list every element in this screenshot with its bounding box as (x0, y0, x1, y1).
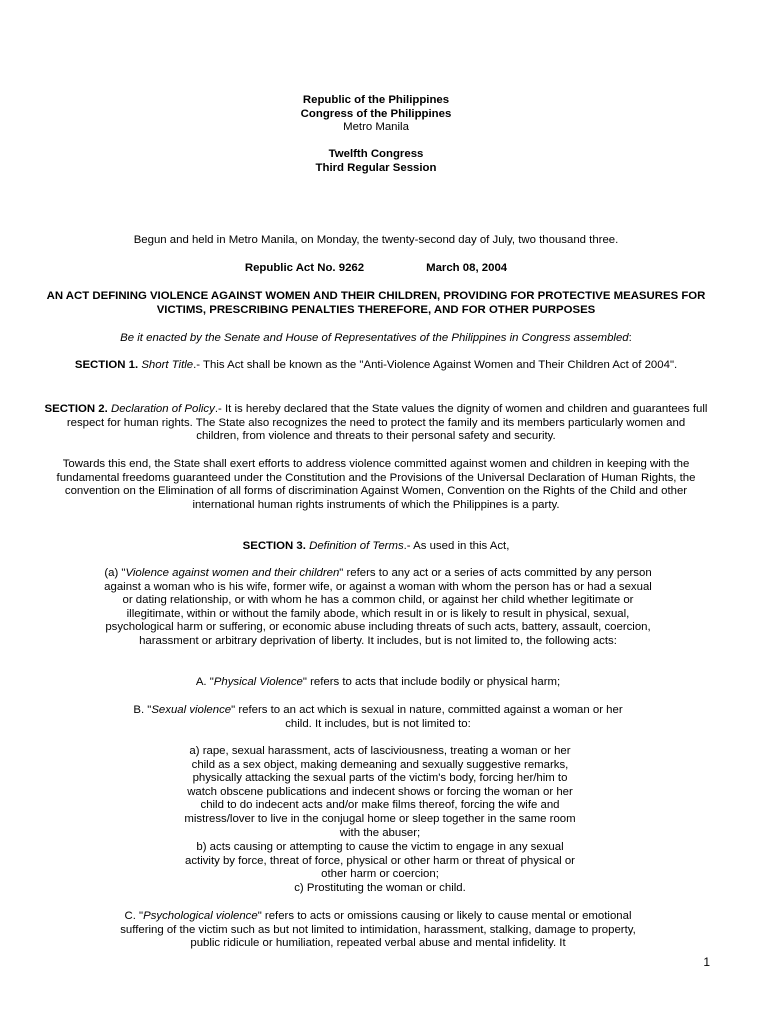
section-2-text: .- It is hereby declared that the State values the dignity of women and children and guarantees full respect for human rights. The State also recognizes the need to protect the family and its members particularly women and children, from violence and threats to their personal safety and security. (66, 403, 708, 443)
section-3 (44, 540, 708, 554)
section-3-subtitle: Definition of Terms (309, 540, 404, 552)
definition-a-prefix: (a) " (104, 567, 126, 579)
definition-a-text: " refers to any act or a series of acts committed by any person against a woman who is his wife, former wife, or against a woman with whom the person has or had a sexual or dating relationship, or with whom he has a common child, or against her child whether legitimate or illegitimate, within or without the family abode, which result in or is likely to result in physical, sexual, psychological harm or suffering, or economic abuse including threats of such acts, battery, assault, coercion, harassment or arbitrary deprivation of liberty. It includes, but is not limited to, the following acts: (104, 567, 652, 647)
definition-B-prefix: B. " (133, 704, 152, 716)
section-2-subtitle: Declaration of Policy (110, 403, 215, 415)
header-republic: Republic of the Philippines (302, 94, 450, 106)
header-session: Third Regular Session (315, 161, 437, 174)
definition-a (104, 567, 652, 649)
header-congress: Congress of the Philippines (300, 107, 452, 120)
page-number: 1 (703, 955, 710, 969)
definition-A-term: Physical Violence (213, 676, 303, 688)
section-1 (44, 359, 708, 373)
enacting-clause-text: Be it enacted by the Senate and House of Representatives of the Philippines in Congress assembled (120, 332, 629, 344)
section-1-text: .- This Act shall be known as the "Anti-Violence Against Women and Their Children Act of 2004". (193, 359, 678, 371)
enacting-colon: : (628, 332, 632, 344)
definition-A-text: " refers to acts that include bodily or physical harm; (302, 676, 561, 688)
definition-A-prefix: A. " (195, 676, 214, 688)
sexual-violence-item-a: a) rape, sexual harassment, acts of lasciviousness, treating a woman or her child as a sex object, making demeaning and sexually suggestive remarks, physically attacking the sexual parts of the victim's body, forcing her/him to watch obscene publications and indecent shows or forcing the woman or her child to do indecent acts and/or make films thereof, forcing the wife and mistress/lover to live in the conjugal home or sleep together in the same room with the abuser; (184, 745, 576, 839)
section-3-heading: SECTION 3. (242, 540, 306, 552)
definition-psychological-violence (112, 910, 644, 951)
section-1-subtitle: Short Title (141, 359, 194, 371)
act-number-line (40, 262, 712, 276)
begun-statement: Begun and held in Metro Manila, on Monday, the twenty-second day of July, two thousand three. (133, 234, 619, 246)
definition-B-text: " refers to an act which is sexual in nature, committed against a woman or her child. It includes, but is not limited to: (231, 704, 623, 730)
definition-C-prefix: C. " (124, 910, 144, 922)
definition-C-text: " refers to acts or omissions causing or likely to cause mental or emotional suffering of the victim such as but not limited to intimidation, harassment, stalking, damage to property, public ridicule or humiliation, repeated verbal abuse and mental infidelity. It (120, 910, 636, 950)
section-1-heading: SECTION 1. (74, 359, 139, 371)
definition-B-term: Sexual violence (151, 704, 232, 716)
definition-sexual-violence (128, 704, 628, 731)
document-header (250, 94, 502, 135)
act-number: Republic Act No. 9262 (244, 262, 365, 274)
definition-a-term: Violence against women and their children (125, 567, 340, 579)
section-3-text: .- As used in this Act, (403, 540, 510, 552)
act-title: AN ACT DEFINING VIOLENCE AGAINST WOMEN AND THEIR CHILDREN, PROVIDING FOR PROTECTIVE MEASURES FOR VICTIMS, PRESCRIBING PENALTIES THEREFORE, AND FOR OTHER PURPOSES (46, 290, 706, 316)
act-date: March 08, 2004 (426, 262, 508, 274)
section-2-paragraph-2: Towards this end, the State shall exert efforts to address violence committed against women and children in keeping with the fundamental freedoms guaranteed under the Constitution and the Provisions of the Universal Declaration of Human Rights, the convention on the Elimination of all forms of discrimination Against Women, Convention on the Rights of the Child and other international human rights instruments of which the Philippines is a party. (56, 458, 696, 511)
sexual-violence-item-b: b) acts causing or attempting to cause the victim to engage in any sexual activity by force, threat of force, physical or other harm or threat of physical or other harm or coercion; (185, 841, 575, 881)
enacting-clause (44, 332, 708, 346)
definition-physical-violence (104, 676, 652, 690)
header-location: Metro Manila (343, 121, 409, 134)
header-congress-number: Twelfth Congress (328, 148, 424, 160)
definition-C-term: Psychological violence (143, 910, 258, 922)
section-2-heading: SECTION 2. (44, 403, 108, 415)
session-header (250, 148, 502, 175)
sexual-violence-item-c: c) Prostituting the woman or child. (294, 882, 466, 894)
section-2 (44, 403, 708, 444)
